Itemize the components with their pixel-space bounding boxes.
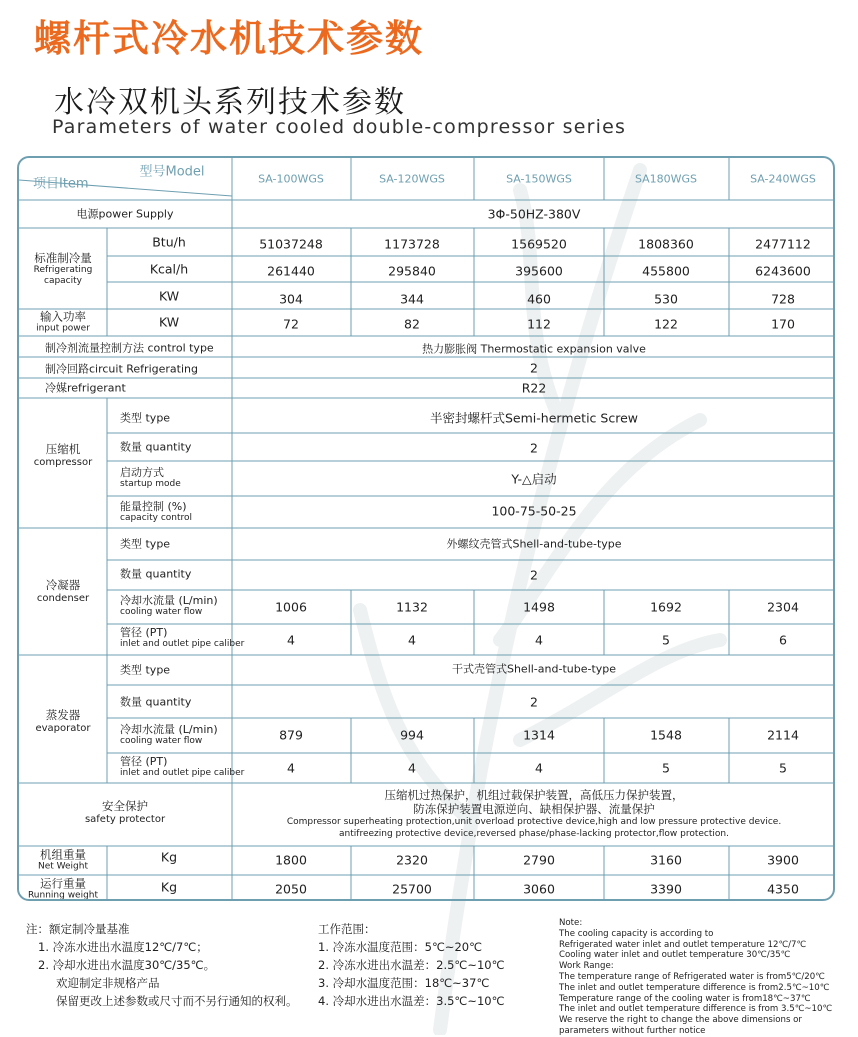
capacity-kw-value: 344 — [400, 291, 424, 307]
running-weight-value: 3390 — [650, 881, 682, 897]
capacity-kw-value: 304 — [279, 291, 303, 307]
safety-label — [85, 799, 165, 827]
net-weight-value: 2790 — [523, 852, 555, 868]
compressor-capacity-value: 100-75-50-25 — [491, 503, 577, 519]
model-header: SA-120WGS — [379, 172, 445, 186]
capacity-btu-value: 2477112 — [755, 236, 811, 252]
notes-en — [559, 918, 832, 1037]
refrigerating-capacity-cn: 标准制冷量 — [34, 251, 92, 265]
input-power-en: input power — [36, 323, 90, 334]
condenser-flow-value: 2304 — [767, 599, 799, 615]
safety-en-1: Compressor superheating protection,unit overload protective device,high and low pressure protective device. — [286, 817, 782, 827]
condenser-flow-value: 1132 — [396, 599, 428, 615]
evaporator-flow-en: cooling water flow — [120, 736, 203, 746]
evaporator-flow-value: 2114 — [767, 727, 799, 743]
note-en-line: Cooling water inlet and outlet temperature 30℃/35℃ — [559, 950, 791, 961]
compressor-startup-label — [120, 466, 181, 490]
compressor-en: compressor — [33, 457, 93, 468]
condenser-pipe-en: inlet and outlet pipe caliber — [120, 639, 245, 649]
evaporator-flow-value: 1548 — [650, 727, 682, 743]
startup-cn: 启动方式 — [120, 466, 164, 479]
condenser-flow-en: cooling water flow — [120, 607, 203, 617]
subtitle-cn: 水冷双机头系列技术参数 — [54, 85, 406, 120]
evaporator-flow-value: 994 — [400, 727, 424, 743]
compressor-qty-label: 数量 quantity — [120, 440, 192, 454]
net-weight-value: 2320 — [396, 852, 428, 868]
spec-table — [17, 156, 835, 901]
input-power-value: 82 — [404, 316, 420, 332]
net-weight-value: 3160 — [650, 852, 682, 868]
refrigerating-capacity-en-2: capacity — [43, 276, 82, 286]
condenser-pipe-label — [120, 626, 244, 650]
capacity-btu-value: 1173728 — [384, 236, 440, 252]
safety-cn-1: 压缩机过热保护，机组过载保护装置，高低压力保护装置， — [384, 788, 684, 802]
note-en-line: We reserve the right to change the above dimensions or — [559, 1015, 802, 1026]
capacity-unit-kw: KW — [158, 288, 180, 304]
work-range-line: 3. 冷却水温度范围：18℃~37℃ — [318, 976, 490, 990]
capacity-kw-value: 460 — [527, 291, 551, 307]
running-weight-cn: 运行重量 — [40, 876, 86, 891]
capacity-kcal-value: 261440 — [267, 263, 315, 279]
net-weight-value: 1800 — [275, 852, 307, 868]
condenser-pipe-value: 6 — [779, 632, 787, 648]
compressor-type-value: 半密封螺杆式Semi-hermetic Screw — [430, 410, 638, 426]
running-weight-label — [28, 877, 98, 902]
condenser-label — [37, 578, 89, 606]
capacity-btu-value: 1569520 — [511, 236, 567, 252]
compressor-capacity-label — [120, 500, 192, 524]
compressor-startup-value: Y-△启动 — [511, 471, 557, 487]
note-line: 欢迎制定非规格产品 — [56, 976, 160, 990]
evaporator-flow-value: 1314 — [523, 727, 555, 743]
model-header: SA-240WGS — [750, 172, 816, 186]
note-line: 保留更改上述参数或尺寸而不另行通知的权利。 — [56, 994, 298, 1008]
evaporator-pipe-cn: 管径 (PT) — [120, 755, 168, 768]
work-range-line: 2. 冷冻水进出水温差：2.5℃~10℃ — [318, 958, 505, 972]
condenser-flow-value: 1692 — [650, 599, 682, 615]
safety-en-2: antifreezing protective device,reversed phase/phase-lacking protector,flow protection. — [339, 829, 729, 839]
condenser-flow-cn: 冷却水流量 (L/min) — [120, 594, 218, 607]
condenser-en: condenser — [36, 593, 90, 604]
compressor-qty-value: 2 — [530, 440, 538, 456]
condenser-qty-label: 数量 quantity — [120, 567, 192, 581]
note-en-line: Note: — [559, 918, 583, 928]
condenser-flow-value: 1006 — [275, 599, 307, 615]
capacity-kcal-value: 6243600 — [755, 263, 811, 279]
condenser-flow-value: 1498 — [523, 599, 555, 615]
net-weight-en: Net Weight — [37, 861, 89, 872]
model-header: SA180WGS — [634, 172, 698, 186]
condenser-type-value: 外螺纹壳管式Shell-and-tube-type — [446, 537, 622, 551]
evaporator-flow-cn: 冷却水流量 (L/min) — [120, 723, 218, 736]
evaporator-pipe-value: 4 — [535, 760, 543, 776]
evaporator-cn: 蒸发器 — [45, 708, 81, 722]
compressor-label — [34, 442, 92, 470]
evaporator-en: evaporator — [35, 723, 91, 734]
net-weight-value: 3900 — [767, 852, 799, 868]
work-range-line: 工作范围： — [318, 922, 376, 936]
main-title: 螺杆式冷水机技术参数 — [34, 17, 424, 60]
running-weight-value: 4350 — [767, 881, 799, 897]
safety-value — [287, 788, 781, 840]
condenser-cn: 冷凝器 — [45, 578, 81, 592]
capacity-btu-value: 51037248 — [259, 236, 323, 252]
refrigerant-label: 冷媒refrigerant — [45, 381, 126, 395]
refrigerating-capacity-label — [34, 251, 93, 287]
note-en-line: parameters without further notice — [559, 1025, 706, 1036]
evaporator-flow-label — [120, 723, 218, 747]
note-en-line: The temperature range of Refrigerated water is from5℃/20℃ — [559, 971, 825, 982]
evaporator-pipe-value: 5 — [662, 760, 670, 776]
note-en-line: The inlet and outlet temperature difference is from 3.5℃~10℃ — [559, 1004, 833, 1015]
evaporator-pipe-value: 5 — [779, 760, 787, 776]
compressor-cn: 压缩机 — [45, 442, 81, 456]
subtitle-en: Parameters of water cooled double-compressor series — [52, 116, 627, 138]
input-power-value: 170 — [771, 316, 795, 332]
evaporator-pipe-value: 4 — [287, 760, 295, 776]
capacity-kw-value: 530 — [654, 291, 678, 307]
condenser-flow-label — [120, 594, 218, 618]
control-type-value: 热力膨胀阀 Thermostatic expansion valve — [422, 342, 646, 356]
refrigerant-value: R22 — [521, 380, 547, 396]
capacity-kcal-value: 295840 — [388, 263, 436, 279]
evaporator-qty-label: 数量 quantity — [120, 695, 192, 709]
control-type-label: 制冷剂流量控制方法 control type — [45, 341, 214, 355]
evaporator-qty-value: 2 — [530, 694, 538, 710]
circuit-label: 制冷回路circuit Refrigerating — [45, 362, 198, 376]
header-model-label: 型号Model — [139, 164, 205, 180]
condenser-qty-value: 2 — [530, 567, 538, 583]
input-power-value: 122 — [654, 316, 678, 332]
header-item-label: 项目Item — [33, 176, 89, 192]
note-line: 1. 冷冻水进出水温度12℃/7℃； — [38, 940, 208, 954]
evaporator-type-value: 干式壳管式Shell-and-tube-type — [451, 662, 617, 676]
net-weight-cn: 机组重量 — [39, 847, 86, 862]
note-line: 注：额定制冷量基准 — [26, 922, 130, 936]
evaporator-pipe-en: inlet and outlet pipe caliber — [120, 768, 245, 778]
capacity-control-en: capacity control — [120, 513, 193, 523]
safety-en: safety protector — [84, 814, 166, 825]
circuit-value: 2 — [530, 360, 538, 376]
model-header: SA-100WGS — [258, 172, 324, 186]
running-weight-unit: Kg — [160, 879, 178, 895]
running-weight-value: 25700 — [392, 881, 432, 897]
capacity-kw-value: 728 — [771, 291, 795, 307]
work-range-cn — [318, 920, 505, 1010]
evaporator-pipe-label — [120, 755, 244, 779]
note-en-line: Refrigerated water inlet and outlet temperature 12℃/7℃ — [559, 939, 807, 950]
running-weight-value: 2050 — [275, 881, 307, 897]
capacity-kcal-value: 395600 — [515, 263, 563, 279]
net-weight-unit: Kg — [160, 849, 178, 865]
note-en-line: The cooling capacity is according to — [559, 928, 714, 939]
evaporator-pipe-value: 4 — [408, 760, 416, 776]
note-en-line: Temperature range of the cooling water is from18℃~37℃ — [559, 993, 811, 1004]
evaporator-flow-value: 879 — [279, 727, 303, 743]
compressor-type-label: 类型 type — [120, 411, 171, 425]
input-power-unit: KW — [158, 314, 180, 330]
condenser-pipe-value: 4 — [535, 632, 543, 648]
input-power-value: 112 — [527, 316, 551, 332]
note-line: 2. 冷却水进出水温度30℃/35℃。 — [38, 958, 216, 972]
running-weight-value: 3060 — [523, 881, 555, 897]
condenser-type-label: 类型 type — [120, 537, 171, 551]
input-power-label — [36, 310, 90, 335]
condenser-pipe-value: 4 — [287, 632, 295, 648]
running-weight-en: Running weight — [27, 890, 99, 901]
evaporator-label — [35, 708, 90, 736]
capacity-control-cn: 能量控制 (%) — [120, 500, 187, 513]
capacity-unit-btu: Btu/h — [152, 234, 186, 250]
safety-cn: 安全保护 — [101, 799, 148, 813]
condenser-pipe-value: 4 — [408, 632, 416, 648]
refrigerating-capacity-en-1: Refrigerating — [33, 265, 93, 275]
evaporator-type-label: 类型 type — [120, 663, 171, 677]
note-en-line: The inlet and outlet temperature difference is from2.5℃~10℃ — [559, 982, 830, 993]
safety-cn-2: 防冻保护装置电源逆向、缺相保护器、流量保护 — [413, 802, 655, 816]
power-supply-label: 电源power Supply — [76, 207, 174, 221]
input-power-cn: 输入功率 — [40, 309, 86, 324]
startup-en: startup mode — [120, 479, 181, 489]
net-weight-label — [38, 848, 88, 873]
capacity-kcal-value: 455800 — [642, 263, 690, 279]
capacity-btu-value: 1808360 — [638, 236, 694, 252]
condenser-pipe-cn: 管径 (PT) — [120, 626, 168, 639]
power-supply-value: 3Φ-50HZ-380V — [487, 206, 581, 222]
notes-cn — [26, 920, 298, 1010]
capacity-unit-kcal: Kcal/h — [149, 261, 189, 277]
work-range-line: 1. 冷冻水温度范围：5℃~20℃ — [318, 940, 483, 954]
model-header: SA-150WGS — [506, 172, 572, 186]
work-range-line: 4. 冷却水进出水温差：3.5℃~10℃ — [318, 994, 505, 1008]
note-en-line: Work Range: — [559, 961, 614, 972]
input-power-value: 72 — [283, 316, 299, 332]
condenser-pipe-value: 5 — [662, 632, 670, 648]
